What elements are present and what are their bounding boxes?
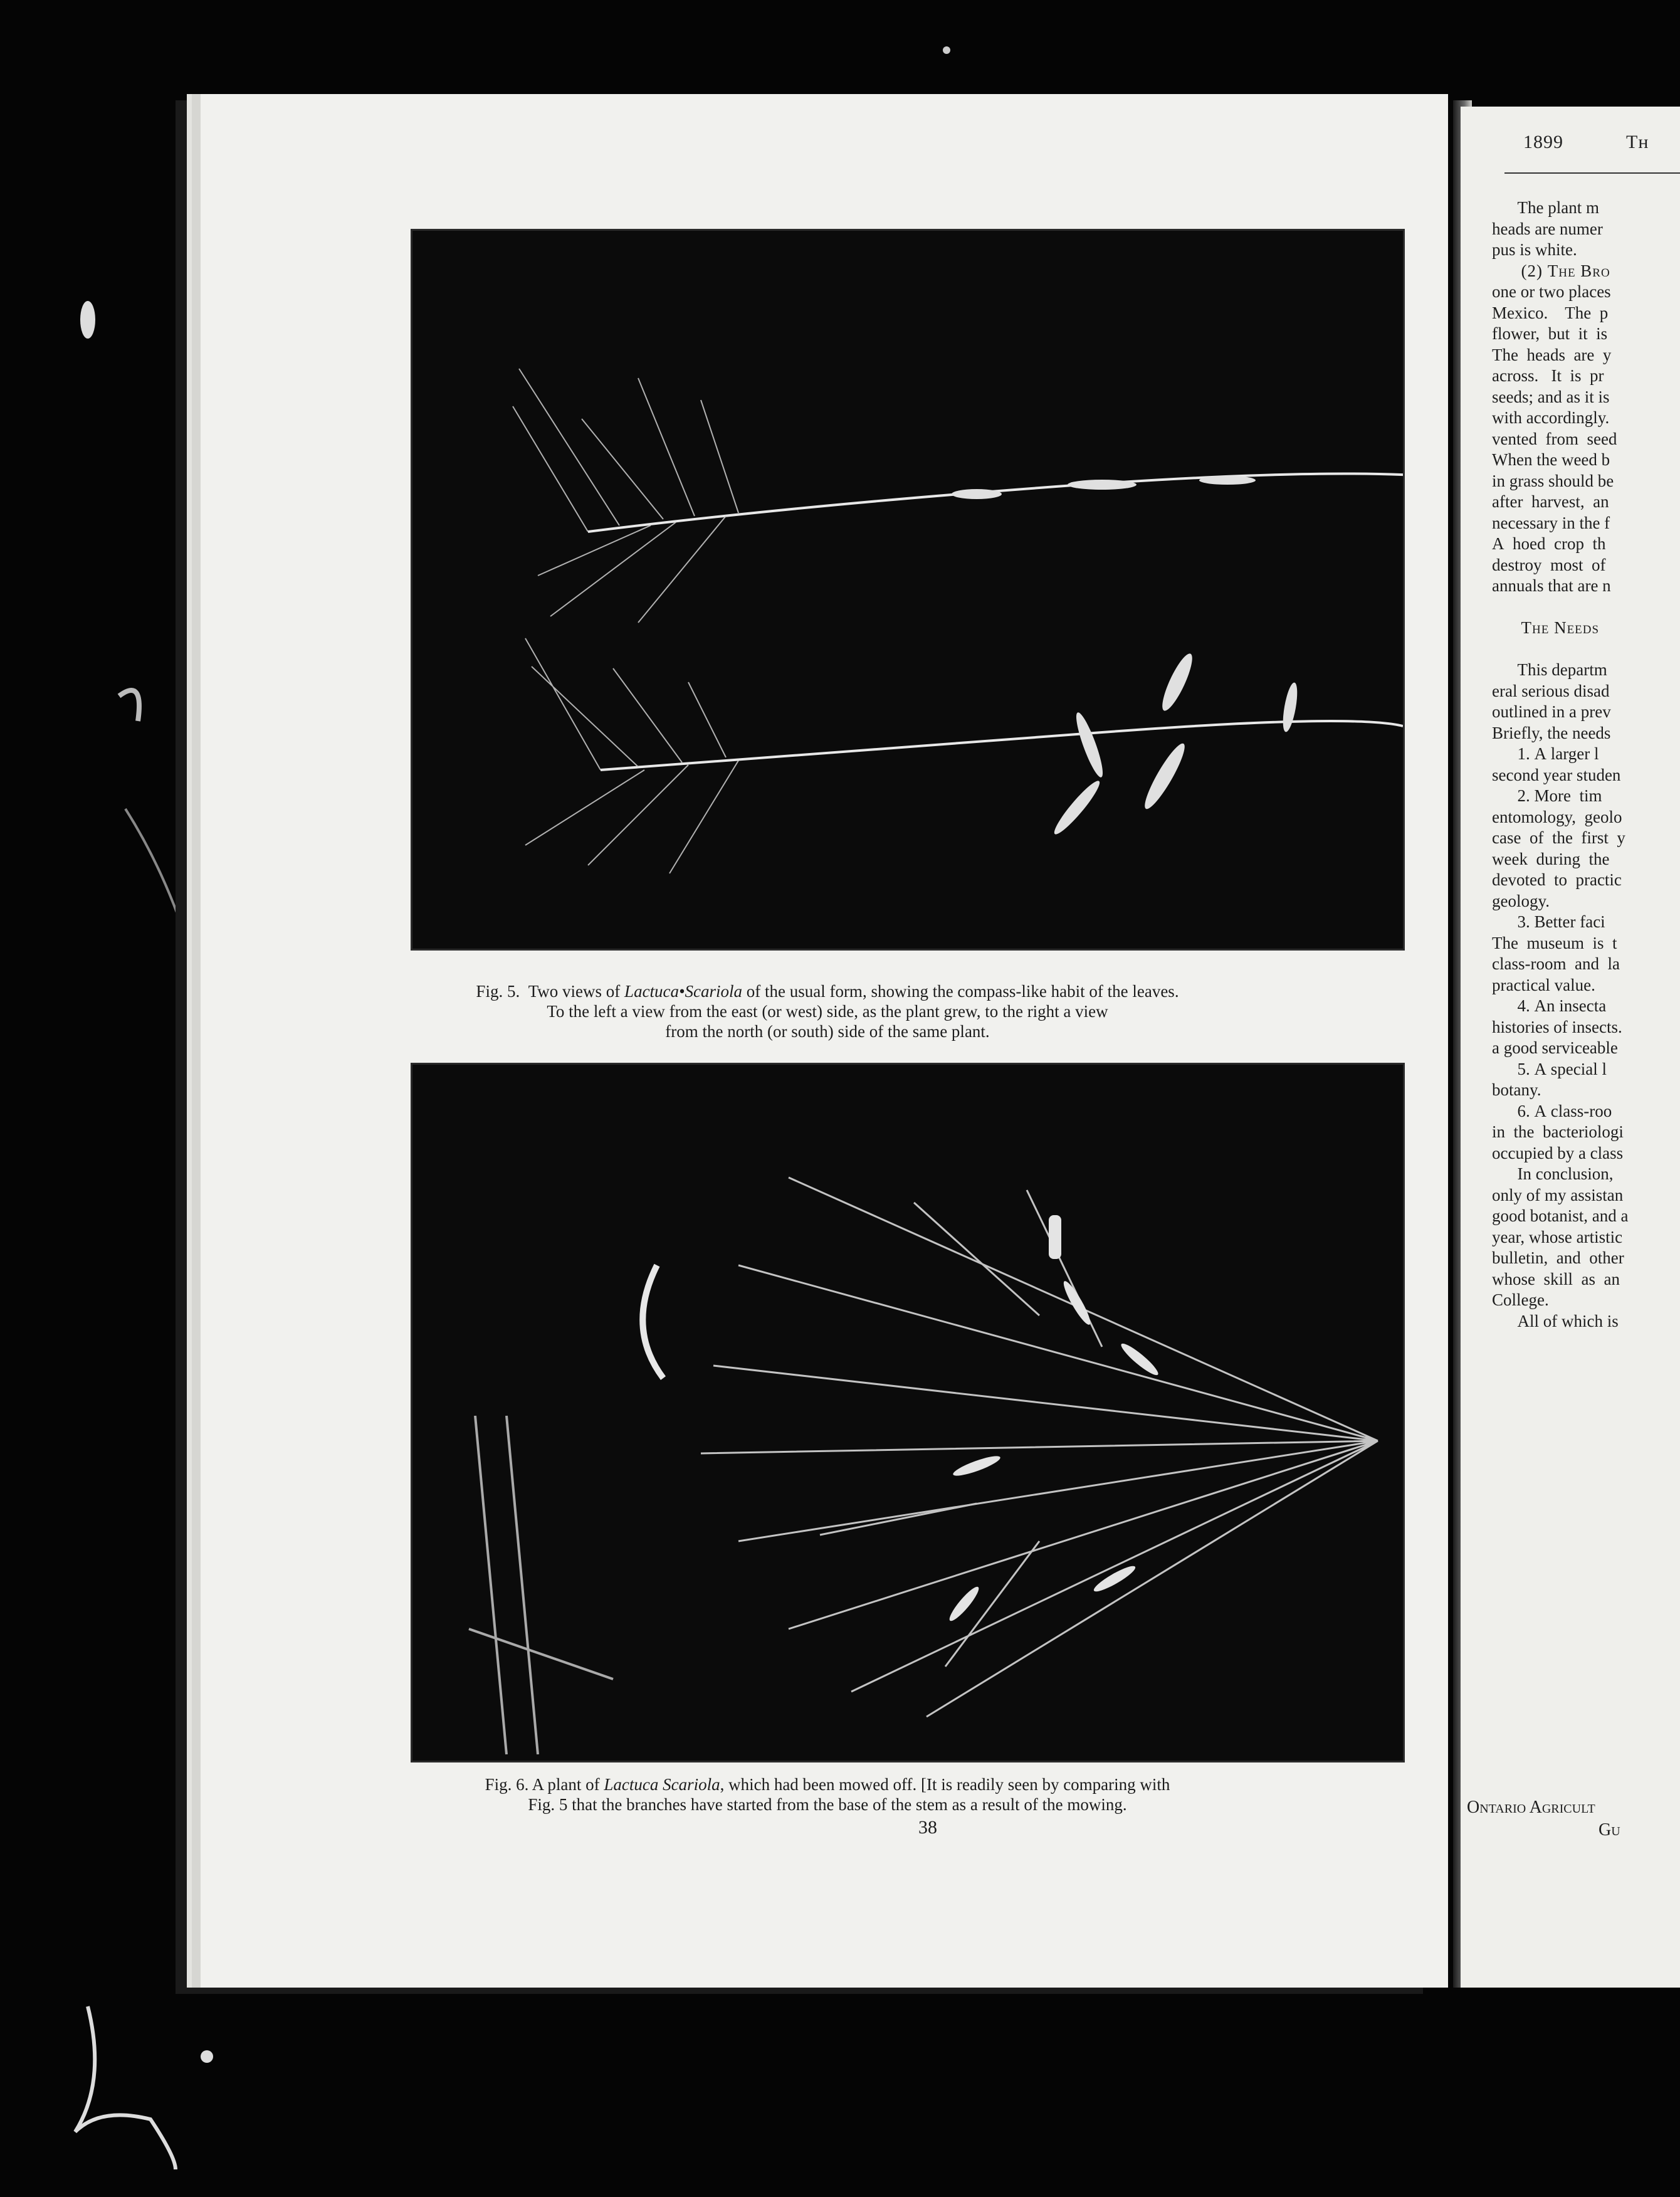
text-line: This departm [1492, 660, 1607, 679]
text-line: 5. A special l [1492, 1059, 1607, 1078]
text-line: 4. An insecta [1492, 996, 1607, 1015]
text-line: 2. More tim [1492, 786, 1602, 805]
figure-6-caption: Fig. 6. A plant of Lactuca Scariola, which had been mowed off. [It is readily seen by comparing with Fig. 5 that the branches have started from the base of the stem as a result of the mowing. [485, 1775, 1170, 1814]
text-line: in the bacteriologi [1492, 1122, 1624, 1141]
text-line: seeds; and as it is [1492, 387, 1610, 406]
text-line: The plant m [1492, 198, 1599, 217]
text-line: with accordingly. [1492, 408, 1610, 427]
text-line: good botanist, and a [1492, 1206, 1629, 1225]
text-line: The heads are y [1492, 345, 1612, 364]
text-line: pus is white. [1492, 240, 1577, 259]
text-line: eral serious disad [1492, 681, 1610, 700]
text-line: entomology, geolo [1492, 807, 1622, 826]
text-line: year, whose artistic [1492, 1227, 1623, 1246]
header-rule [1504, 172, 1680, 174]
text-line: In conclusion, [1492, 1164, 1614, 1183]
figure-6-photograph [411, 1063, 1405, 1762]
header-title: Tʜ [1626, 132, 1649, 152]
right-page-footer: Ontario Agricult Gu [1467, 1798, 1620, 1840]
text-line: geology. [1492, 891, 1550, 910]
right-page-header [1523, 132, 1649, 153]
text-line: The Needs [1492, 618, 1600, 637]
text-line: 3. Better faci [1492, 912, 1605, 931]
text-line: When the weed b [1492, 450, 1610, 469]
page-number: 38 [918, 1817, 937, 1838]
figure-5-photograph [411, 229, 1405, 951]
text-line: only of my assistan [1492, 1185, 1624, 1204]
figure-5-caption: Fig. 5. Two views of Lactuca•Scariola of the usual form, showing the compass-like habit of the leaves. To the left a view from the east (or west) side, as the plant grew, to the right a view from the north (or south) side of the same plant. [476, 982, 1179, 1041]
text-line: Mexico. The p [1492, 303, 1609, 322]
text-line: 6. A class-roo [1492, 1101, 1612, 1120]
text-line: after harvest, an [1492, 492, 1609, 511]
text-line: 1. A larger l [1492, 744, 1599, 763]
text-line: necessary in the f [1492, 513, 1610, 532]
figure-6-label: Fig. 6. [485, 1775, 529, 1794]
text-line: across. It is pr [1492, 366, 1604, 385]
text-line: (2) The Bro [1492, 261, 1610, 280]
text-line: whose skill as an [1492, 1269, 1620, 1288]
text-line: All of which is [1492, 1311, 1619, 1330]
text-line: vented from seed [1492, 429, 1617, 448]
text-line: occupied by a class [1492, 1143, 1624, 1162]
text-line [1492, 639, 1680, 660]
text-line: heads are numer [1492, 219, 1603, 238]
text-line: outlined in a prev [1492, 702, 1611, 721]
text-line: botany. [1492, 1080, 1541, 1099]
text-line: A hoed crop th [1492, 534, 1606, 553]
text-line: a good serviceable [1492, 1038, 1618, 1057]
text-line: devoted to practic [1492, 870, 1622, 889]
text-line: The museum is t [1492, 933, 1617, 952]
text-line: second year studen [1492, 765, 1621, 784]
header-year: 1899 [1523, 132, 1563, 152]
right-page-text [1492, 198, 1680, 1332]
text-line: annuals that are n [1492, 576, 1611, 595]
text-line: flower, but it is [1492, 324, 1608, 343]
text-line: practical value. [1492, 975, 1595, 994]
text-line: week during the [1492, 849, 1610, 868]
text-line: Briefly, the needs [1492, 723, 1611, 742]
text-line: histories of insects. [1492, 1017, 1622, 1036]
text-line: class-room and la [1492, 954, 1620, 973]
text-line: College. [1492, 1290, 1549, 1309]
text-line: case of the first y [1492, 828, 1625, 847]
figure-5-label: Fig. 5. [476, 982, 520, 1001]
text-line: in grass should be [1492, 471, 1614, 490]
text-line: destroy most of [1492, 555, 1606, 574]
text-line: one or two places [1492, 282, 1611, 301]
text-line [1492, 597, 1680, 618]
text-line: bulletin, and other [1492, 1248, 1624, 1267]
